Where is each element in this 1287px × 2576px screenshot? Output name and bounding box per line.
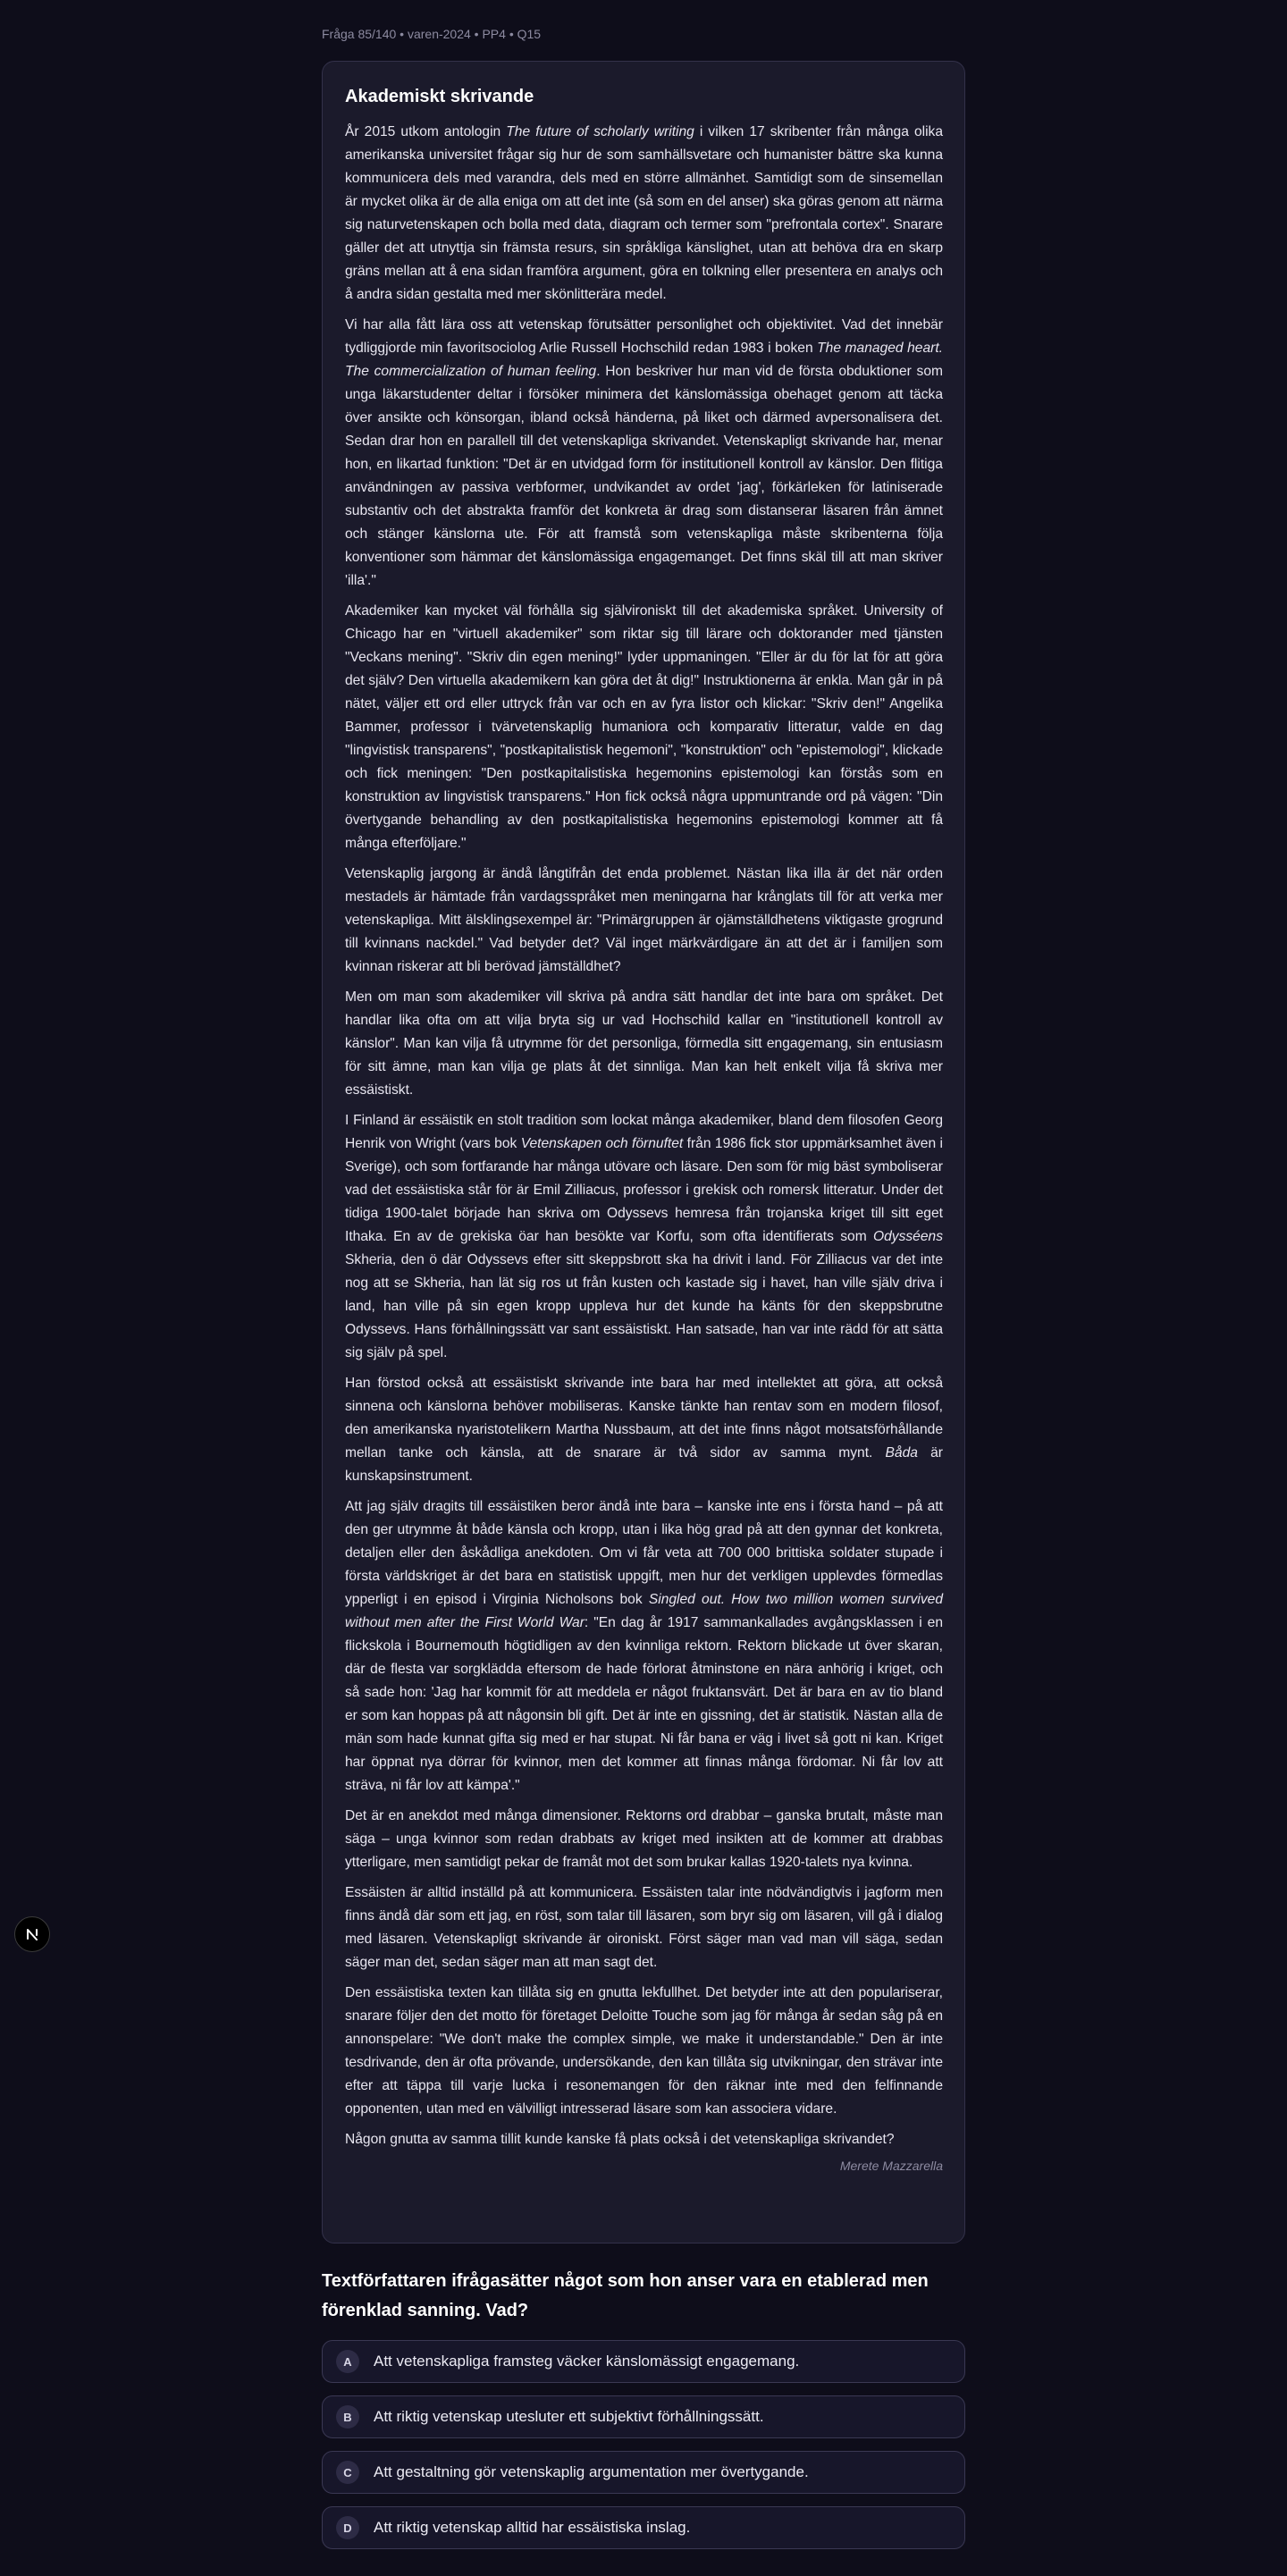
breadcrumb: Fråga 85/140 • varen-2024 • PP4 • Q15 (322, 27, 542, 41)
paragraph-text: Den essäistiska texten kan tillåta sig en gnutta lekfullhet. Det betyder inte att den populariserar, snarare följer den det motto för företaget Deloitte Touche som jag för många år sedan såg på en annonspelare: "We don't make the complex simple, we make it understandable." Den är inte tesdrivande, den är ofta prövande, undersökande, den kan tillåta sig utvikningar, den strävar inte efter att täppa till varje lucka i resonemangen för den räknar inte med den felfinnande opponenten, utan med en välvilligt intresserad läsare som kan associera vidare. (345, 1985, 943, 2117)
next-logo-glyph-icon (22, 1924, 42, 1944)
passage-paragraph (345, 1805, 943, 1874)
option-letter: C (336, 2461, 359, 2484)
passage-paragraph (345, 1372, 943, 1488)
option-text: Att vetenskapliga framsteg väcker känslomässigt engagemang. (374, 2353, 800, 2370)
paragraph-text: Han förstod också att essäistiskt skrivande inte bara har med intellektet att göra, att också sinnena och känslorna behöver mobiliseras. Kanske tänkte han rentav som en modern filosof, den amerikanska nyaristotelikern Martha Nussbaum, att det inte finns något motsatsförhållande mellan tanke och känsla, att de snarare är två sidor av samma mynt. (345, 1376, 943, 1461)
next-logo-icon[interactable] (14, 1916, 50, 1952)
paragraph-text: Det är en anekdot med många dimensioner. Rektorns ord drabbar – ganska brutalt, måste man säga – unga kvinnor som redan drabbats av kriget med insikten att de kommer att drabbas ytterligare, men samtidigt pekar de framåt mot det som brukar kallas 1920-talets nya kvinna. (345, 1808, 943, 1870)
passage-paragraph (345, 600, 943, 855)
paragraph-text: från 1986 fick stor uppmärksamhet även i Sverige), och som fortfarande har många utövare och läsare. Den som för mig bäst symboliserar vad det essäistiska står för är Emil Zilliacus, professor i grekisk och romersk litteratur. Under det tidiga 1900-talet började han skriva om Odyssevs hemresa från trojanska kriget till sitt eget Ithaka. En av de grekiska öar han besökte var Korfu, som ofta identifierats som (345, 1136, 943, 1244)
passage-paragraph (345, 986, 943, 1102)
option-text: Att gestaltning gör vetenskaplig argumentation mer övertygande. (374, 2463, 809, 2480)
passage-paragraph (345, 2128, 943, 2151)
passage-paragraph (345, 1109, 943, 1365)
option-text: Att riktig vetenskap alltid har essäistiska inslag. (374, 2519, 691, 2536)
italic-title: Båda (885, 1445, 918, 1461)
passage-paragraph (345, 121, 943, 307)
option-letter: D (336, 2516, 359, 2539)
paragraph-text: : "En dag år 1917 sammankallades avgångsklassen i en flickskola i Bournemouth högtidligen av den kvinnliga rektorn. Rektorn blickade ut över skaran, där de flesta var sorgklädda eftersom de hade förlorat åtminstone en nära anhörig i kriget, och så sade hon: 'Jag har kommit för att meddela er något fruktansvärt. Det är bara en av tio bland er som kan hoppas på att någonsin bli gift. Det är inte en gissning, det är statistik. Nästan alla de män som hade kunnat gifta sig med er har stupat. Ni får bana er väg i livet så gott ni kan. Kriget har öppnat nya dörrar för kvinnor, men det kommer att finnas många fördomar. Ni får lov att sträva, ni får lov att kämpa'." (345, 1615, 943, 1793)
passage-paragraph (345, 863, 943, 979)
passage-paragraph (345, 314, 943, 593)
option-c[interactable] (322, 2451, 965, 2494)
italic-title: The future of scholarly writing (506, 124, 694, 139)
passage-body (345, 121, 943, 2151)
paragraph-text: I Finland är essäistik en stolt tradition som lockat många akademiker, bland dem filosofen Georg Henrik von Wright (vars bok (345, 1113, 943, 1151)
option-text: Att riktig vetenskap utesluter ett subjektivt förhållningssätt. (374, 2408, 764, 2425)
option-b[interactable] (322, 2395, 965, 2438)
option-letter: A (336, 2350, 359, 2373)
paragraph-text: Akademiker kan mycket väl förhålla sig självironiskt till det akademiska språket. University of Chicago har en "virtuell akademiker" som riktar sig till lärare och doktorander med tjänsten "Veckans mening". "Skriv din egen mening!" lyder uppmaningen. "Eller är du för lat för att göra det själv? Den virtuella akademikern kan göra det åt dig!" Instruktionerna är enkla. Man går in på nätet, väljer ett ord eller uttryck från var och en av fyra listor och klickar: "Skriv den!" Angelika Bammer, professor i tvärvetenskaplig humaniora och komparativ litteratur, valde en dag "lingvistisk transparens", "postkapitalistisk hegemoni", "konstruktion" och "epistemologi", klickade och fick meningen: "Den postkapitalistiska hegemonins epistemologi kan förstås som en konstruktion av lingvistisk transparens." Hon fick också några uppmuntrande ord på vägen: "Din övertygande behandling av den postkapitalistiska hegemonins epistemologi kommer att få många efterföljare." (345, 603, 943, 851)
italic-title: Vetenskapen och förnuftet (520, 1136, 684, 1151)
answer-options (322, 2340, 965, 2562)
paragraph-text: . Hon beskriver hur man vid de första obduktioner som unga läkarstudenter deltar i försöker minimera det känslomässiga obehaget genom att täcka över ansikte och könsorgan, ibland också händerna, på liket och därmed avpersonalisera det. Sedan drar hon en parallell till det vetenskapliga skrivandet. Vetenskapligt skrivande har, menar hon, en likartad funktion: "Det är en utvidgad form för institutionell kontroll av känslor. Den flitiga användningen av passiva verbformer, undvikandet av ordet 'jag', förkärleken för latiniserade substantiv och det abstrakta framför det konkreta är drag som distanserar läsaren från ämnet och stänger känslorna ute. För att framstå som vetenskapliga måste skribenterna följa konventioner som hämmar det känslomässiga engagemanget. Det finns skäl till att man skriver 'illa'." (345, 364, 943, 588)
option-a[interactable] (322, 2340, 965, 2383)
italic-title: Singled out. How two million women survived without men after the First World War (345, 1592, 943, 1630)
paragraph-text: Essäisten är alltid inställd på att kommunicera. Essäisten talar inte nödvändigtvis i jagform men finns ändå där som ett jag, en röst, som talar till läsaren, som bryr sig om läsaren, vill gå i dialog med läsaren. Vetenskapligt skrivande är oironiskt. Först säger man vad man vill säga, sedan säger man det, sedan säger man att man sagt det. (345, 1885, 943, 1970)
italic-title: Odysséens (872, 1229, 943, 1244)
paragraph-text: Men om man som akademiker vill skriva på andra sätt handlar det inte bara om språket. Det handlar lika ofta om att vilja bryta sig ur vad Hochschild kallar en "institutionell kontroll av känslor". Man kan vilja få utrymme för det personliga, förmedla sitt engagemang, sin entusiasm för sitt ämne, man kan vilja ge plats åt det sinnliga. Man kan helt enkelt vilja få skriva mer essäistiskt. (345, 989, 943, 1098)
passage-paragraph (345, 1881, 943, 1974)
question-text: Textförfattaren ifrågasätter något som hon anser vara en etablerad men förenklad sanning. Vad? (322, 2271, 929, 2320)
paragraph-text: Vi har alla fått lära oss att vetenskap förutsätter personlighet och objektivitet. Vad det innebär tydliggjorde min favoritsociolog Arlie Russell Hochschild redan 1983 i boken (345, 317, 943, 356)
paragraph-text: i vilken 17 skribenter från många olika amerikanska universitet frågar sig hur de som samhällsvetare och humanister bättre ska kunna kommunicera dels med varandra, dels med en större allmänhet. Samtidigt som de sinsemellan är mycket olika är de alla eniga om att det inte (så som en del anser) ska göras genom att närma sig naturvetenskapen och bolla med data, diagram och termer som "prefrontala cortex". Snarare gäller det att utnyttja sin främsta resurs, sin språkliga känslighet, utan att behöva dra en skarp gräns mellan att å ena sidan framföra argument, göra en tolkning eller presentera en analys och å andra sidan gestalta med mer skönlitterära medel. (345, 124, 944, 302)
paragraph-text: Skheria, den ö där Odyssevs efter sitt skeppsbrott ska ha drivit i land. För Zilliacus var det inte nog att se Skheria, han lät sig ros ut från kusten och kastade sig i havet, han ville själv driva i land, han ville på sin egen kropp uppleva hur det kunde ha känts för den skeppsbrutne Odyssevs. Hans förhållningssätt var sant essäistiskt. Han satsade, han var inte rädd för att sätta sig själv på spel. (345, 1252, 943, 1360)
paragraph-text: År 2015 utkom antologin (345, 124, 507, 139)
paragraph-text: Någon gnutta av samma tillit kunde kanske få plats också i det vetenskapliga skrivandet? (345, 2132, 895, 2147)
paragraph-text: Vetenskaplig jargong är ändå långtifrån det enda problemet. Nästan lika illa är det när orden mestadels är hämtade från vardagsspråket men meningarna har krånglats till för att verka mer vetenskapliga. Mitt älsklingsexempel är: "Primärgruppen är ojämställdhetens viktigaste grogrund till kvinnans nackdel." Vad betyder det? Väl inget märkvärdigare än att det är i familjen som kvinnan riskerar att bli berövad jämställdhet? (345, 866, 943, 974)
option-d[interactable] (322, 2506, 965, 2549)
paragraph-text: Att jag själv dragits till essäistiken beror ändå inte bara – kanske inte ens i första hand – på att den ger utrymme åt både känsla och kropp, utan i lika hög grad på att den gynnar det konkreta, detaljen eller den åskådliga anekdoten. Om vi får veta att 700 000 brittiska soldater stupade i första världskriget är det bara en statistisk uppgift, men hur det verkligen upplevdes förmedlas ypperligt i en episod i Virginia Nicholsons bok (345, 1499, 943, 1607)
option-letter: B (336, 2405, 359, 2429)
italic-title: The managed heart. The commercialization of human feeling (345, 341, 943, 379)
paragraph-text: är kunskapsinstrument. (345, 1445, 943, 1484)
passage-card (322, 61, 965, 2243)
passage-paragraph (345, 1495, 943, 1797)
passage-paragraph (345, 1982, 943, 2121)
passage-title: Akademiskt skrivande (345, 87, 534, 106)
passage-author: Merete Mazzarella (839, 2159, 943, 2173)
